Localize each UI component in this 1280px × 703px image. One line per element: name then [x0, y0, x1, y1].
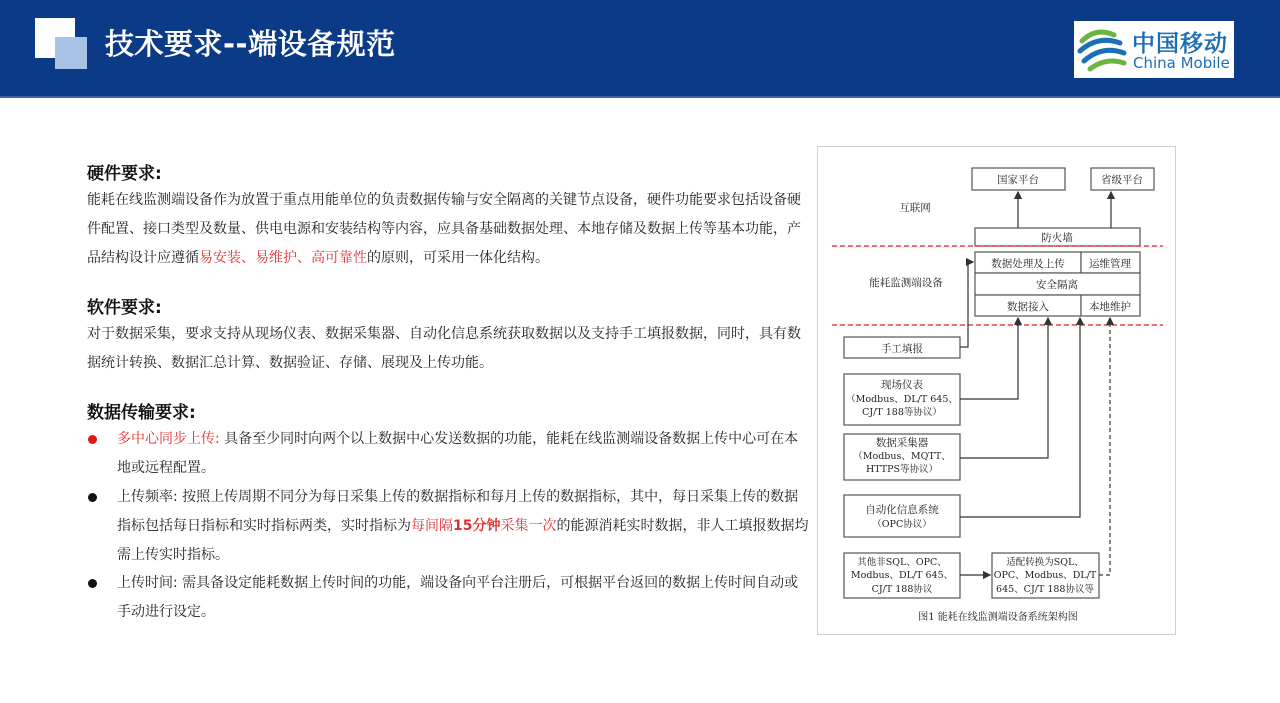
other-label-3: CJ/T 188协议	[871, 584, 933, 595]
device-label: 能耗监测端设备	[869, 277, 943, 289]
item-sep: :	[215, 431, 220, 447]
header-bar	[0, 0, 1280, 98]
auto-label-1: 自动化信息系统	[865, 504, 939, 516]
architecture-diagram	[817, 146, 1176, 635]
arrow-manual	[960, 262, 973, 347]
provincial-platform-label: 省级平台	[1101, 174, 1143, 186]
bullet-dot-icon	[88, 435, 97, 444]
software-paragraph: 对于数据采集，要求支持从现场仪表、数据采集器、自动化信息系统获取数据以及支持手工填报数据，同时，具有数据统计转换、数据汇总计算、数据验证、存储、展现及上传功能。	[87, 326, 801, 371]
software-heading: 软件要求:	[87, 298, 162, 318]
logo-text-en: China Mobile	[1133, 54, 1230, 72]
hardware-text-a: 能耗在线监测端设备作为放置于重点用能单位的负责数据传输与安全隔离的关键节点设备，硬件功能要求包括设备硬件配置、接口类型及数量、供电电源和安装结构等内容，应具备基础数据处理、本地存储及数据上传等基本功能，产品结构设计应遵循	[87, 192, 801, 266]
ops-label: 运维管理	[1089, 258, 1131, 270]
page-title: 技术要求--端设备规范	[105, 27, 396, 61]
architecture-diagram-svg	[818, 147, 1177, 636]
list-item	[87, 425, 809, 483]
china-mobile-logo	[1074, 21, 1234, 78]
item-text-a: : 按照上传周期不同分为每日采集上传的数据指标和每月上传的数据指标，其中，每日采集上传的数据指标包括每日指标和实时指标两类，实时指标为	[117, 489, 799, 534]
item-label: 上传时间	[117, 575, 173, 591]
bullet-dot-icon	[88, 579, 97, 588]
collector-label-1: 数据采集器	[875, 437, 929, 449]
other-label-1: 其他非SQL、OPC、	[857, 557, 947, 568]
arrow-adapter	[1099, 318, 1110, 575]
hardware-highlight: 易安装、易维护、高可靠性	[199, 250, 367, 266]
auto-label-2: （OPC协议）	[872, 519, 932, 530]
meter-label-2: （Modbus、DL/T 645、	[846, 394, 958, 405]
meter-label-1: 现场仪表	[881, 379, 923, 391]
hardware-paragraph	[87, 186, 809, 273]
local-maint-label: 本地维护	[1089, 301, 1131, 313]
bullet-dot-icon	[88, 493, 97, 502]
item-text: 具备至少同时向两个以上数据中心发送数据的功能，能耗在线监测端设备数据上传中心可在本地或远程配置。	[117, 431, 799, 476]
transfer-heading: 数据传输要求:	[87, 403, 196, 423]
arrow-meter	[960, 318, 1018, 399]
list-item	[87, 483, 809, 570]
arrow-collector	[960, 318, 1048, 458]
hardware-text-b: 的原则，可采用一体化结构。	[367, 250, 549, 266]
item-label: 多中心同步上传	[117, 431, 215, 447]
data-upload-label: 数据处理及上传	[991, 258, 1065, 270]
auto-system-box	[844, 495, 960, 537]
logo-text-cn: 中国移动	[1132, 31, 1228, 57]
diagram-caption: 图1 能耗在线监测端设备系统架构图	[918, 612, 1078, 623]
item-highlight-b: 采集一次	[500, 518, 557, 534]
internet-label: 互联网	[899, 202, 931, 214]
meter-label-3: CJ/T 188等协议）	[862, 407, 942, 418]
item-text-b: 的能源消耗实时数据，非人工填报数据均需上传实时指标。	[117, 518, 809, 563]
arrow-auto	[960, 318, 1080, 517]
item-highlight-a: 每间隔	[411, 518, 453, 534]
collector-label-2: （Modbus、MQTT、	[853, 451, 951, 462]
adapter-label-1: 适配转换为SQL、	[1006, 557, 1084, 568]
list-item	[87, 569, 809, 627]
china-mobile-logo-icon	[1074, 21, 1132, 78]
data-access-label: 数据接入	[1007, 301, 1049, 313]
firewall-label: 防火墙	[1041, 232, 1073, 244]
adapter-label-2: OPC、Modbus、DL/T	[993, 570, 1097, 581]
item-label: 上传频率	[117, 489, 173, 505]
other-label-2: Modbus、DL/T 645、	[850, 570, 954, 581]
item-highlight-bold: 15分钟	[453, 518, 501, 534]
manual-label: 手工填报	[881, 343, 923, 355]
collector-label-3: HTTPS等协议）	[865, 464, 939, 475]
adapter-label-3: 645、CJ/T 188协议等	[996, 584, 1094, 595]
isolation-label: 安全隔离	[1036, 279, 1078, 291]
decor-square-blue	[55, 37, 87, 69]
national-platform-label: 国家平台	[997, 174, 1039, 186]
hardware-heading: 硬件要求:	[87, 164, 162, 184]
item-text: : 需具备设定能耗数据上传时间的功能，端设备向平台注册后，可根据平台返回的数据上传时间自动或手动进行设定。	[117, 575, 799, 620]
